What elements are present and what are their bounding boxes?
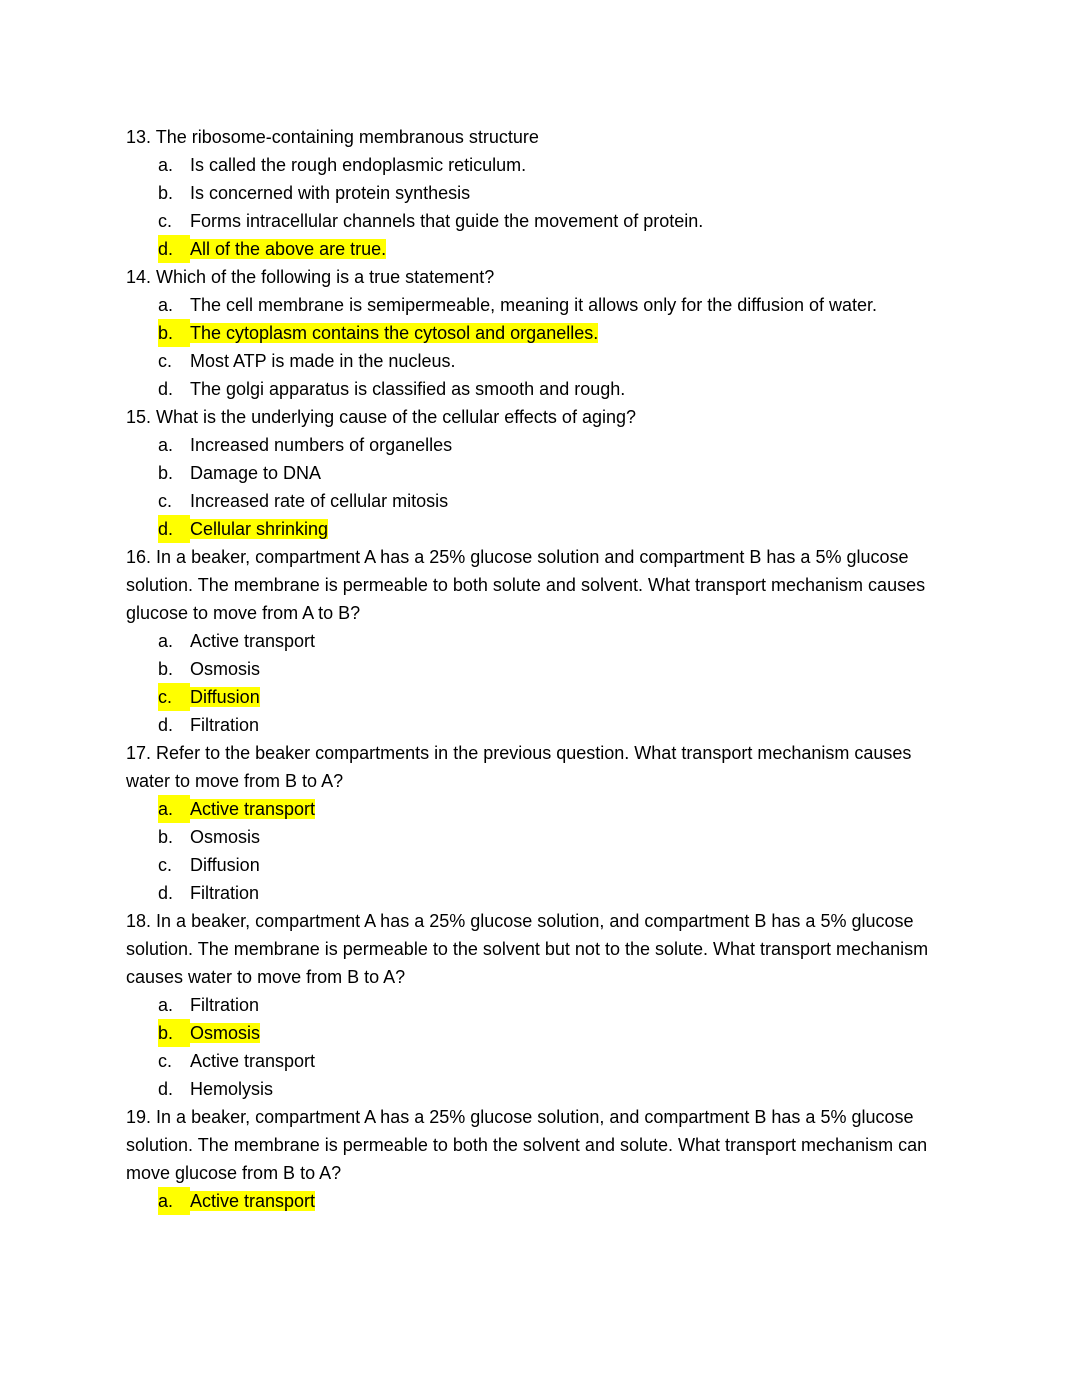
option-text: Filtration — [190, 883, 260, 903]
document-body — [126, 123, 942, 1215]
answer-option — [126, 851, 942, 879]
question-number: 15. — [126, 407, 152, 427]
option-letter: b. — [158, 183, 174, 203]
option-letter: d. — [158, 715, 174, 735]
option-letter: c. — [158, 211, 173, 231]
question — [126, 123, 942, 151]
question-text: Refer to the beaker compartments in the previous question. What transport mechanism causes water to move from B to A? — [126, 743, 912, 791]
option-text: Increased numbers of organelles — [190, 435, 453, 455]
question — [126, 543, 942, 627]
answer-option — [126, 207, 942, 235]
option-letter: d. — [158, 1079, 174, 1099]
option-text: Osmosis — [190, 659, 261, 679]
question-number: 13. — [126, 127, 152, 147]
answer-option — [126, 991, 942, 1019]
answer-option — [126, 1075, 942, 1103]
question — [126, 403, 942, 431]
option-text: Is concerned with protein synthesis — [190, 183, 471, 203]
question-number: 17. — [126, 743, 152, 763]
option-letter: a. — [158, 995, 174, 1015]
answer-option — [126, 151, 942, 179]
option-letter: a. — [158, 295, 174, 315]
question — [126, 263, 942, 291]
option-text: Active transport — [190, 1051, 316, 1071]
option-text: Active transport — [190, 1191, 316, 1211]
option-text: Filtration — [190, 715, 260, 735]
option-letter: c. — [158, 683, 190, 711]
option-text: Osmosis — [190, 1023, 261, 1043]
answer-option — [126, 487, 942, 515]
option-letter: a. — [158, 435, 174, 455]
question-text: What is the underlying cause of the cellular effects of aging? — [156, 407, 636, 427]
answer-option — [126, 347, 942, 375]
option-text: Active transport — [190, 631, 316, 651]
answer-option — [126, 627, 942, 655]
option-text: The golgi apparatus is classified as smooth and rough. — [190, 379, 626, 399]
option-letter: b. — [158, 827, 174, 847]
question-text: In a beaker, compartment A has a 25% glucose solution and compartment B has a 5% glucose solution. The membrane is permeable to both solute and solvent. What transport mechanism causes glucose to move from A to B? — [126, 547, 926, 623]
option-text: Hemolysis — [190, 1079, 274, 1099]
answer-option — [126, 179, 942, 207]
question-text: The ribosome-containing membranous structure — [155, 127, 539, 147]
question-text: In a beaker, compartment A has a 25% glucose solution, and compartment B has a 5% glucose solution. The membrane is permeable to the solvent but not to the solute. What transport mechanism causes water to move from B to A? — [126, 911, 929, 987]
answer-option — [126, 655, 942, 683]
option-text: Damage to DNA — [190, 463, 322, 483]
option-letter: c. — [158, 351, 173, 371]
option-text: The cytoplasm contains the cytosol and organelles. — [190, 323, 599, 343]
answer-option — [126, 431, 942, 459]
option-letter: c. — [158, 491, 173, 511]
option-text: Active transport — [190, 799, 316, 819]
answer-option — [126, 823, 942, 851]
question — [126, 1103, 942, 1187]
answer-option-highlighted — [126, 1187, 942, 1215]
option-text: Is called the rough endoplasmic reticulum. — [190, 155, 527, 175]
option-text: Diffusion — [190, 687, 260, 707]
option-letter: b. — [158, 319, 190, 347]
option-text: Most ATP is made in the nucleus. — [190, 351, 456, 371]
answer-option — [126, 291, 942, 319]
option-text: Osmosis — [190, 827, 261, 847]
option-text: Forms intracellular channels that guide the movement of protein. — [190, 211, 704, 231]
answer-option-highlighted — [126, 235, 942, 263]
option-letter: d. — [158, 235, 190, 263]
option-letter: a. — [158, 631, 174, 651]
question — [126, 907, 942, 991]
question-number: 19. — [126, 1107, 152, 1127]
option-text: Diffusion — [190, 855, 260, 875]
answer-option-highlighted — [126, 683, 942, 711]
option-letter: c. — [158, 1051, 173, 1071]
answer-option — [126, 459, 942, 487]
answer-option-highlighted — [126, 319, 942, 347]
answer-option-highlighted — [126, 795, 942, 823]
answer-option — [126, 879, 942, 907]
option-text: Filtration — [190, 995, 260, 1015]
answer-option — [126, 711, 942, 739]
option-text: Cellular shrinking — [190, 519, 329, 539]
answer-option — [126, 1047, 942, 1075]
question-text: In a beaker, compartment A has a 25% glucose solution, and compartment B has a 5% glucose solution. The membrane is permeable to both the solvent and solute. What transport mechanism can move glucose from B to A? — [126, 1107, 928, 1183]
option-letter: c. — [158, 855, 173, 875]
question-number: 18. — [126, 911, 152, 931]
option-letter: d. — [158, 515, 190, 543]
answer-option — [126, 375, 942, 403]
option-letter: b. — [158, 463, 174, 483]
option-letter: a. — [158, 1187, 190, 1215]
option-text: The cell membrane is semipermeable, meaning it allows only for the diffusion of water. — [190, 295, 877, 315]
question-text: Which of the following is a true statement? — [156, 267, 495, 287]
option-letter: a. — [158, 155, 174, 175]
question — [126, 739, 942, 795]
option-letter: b. — [158, 1019, 190, 1047]
question-number: 16. — [126, 547, 152, 567]
question-number: 14. — [126, 267, 152, 287]
option-text: All of the above are true. — [190, 239, 387, 259]
answer-option-highlighted — [126, 515, 942, 543]
option-letter: d. — [158, 883, 174, 903]
option-text: Increased rate of cellular mitosis — [190, 491, 449, 511]
option-letter: b. — [158, 659, 174, 679]
option-letter: d. — [158, 379, 174, 399]
answer-option-highlighted — [126, 1019, 942, 1047]
option-letter: a. — [158, 795, 190, 823]
